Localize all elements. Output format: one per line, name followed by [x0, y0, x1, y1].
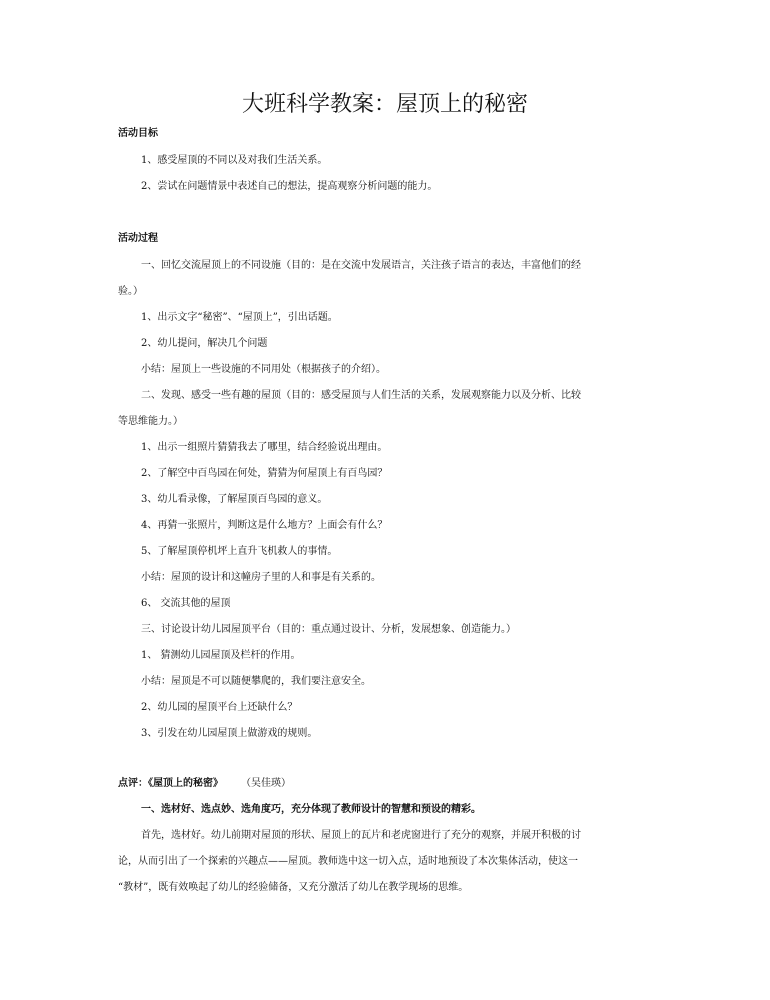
review-label: 点评：《屋顶上的秘密》 — [118, 778, 223, 789]
part3-step-1: 1、 猜测幼儿园屋顶及栏杆的作用。 — [141, 650, 301, 661]
review-author: （吴佳瑛） — [241, 778, 291, 789]
part2-step-4: 4、再猜一张照片，判断这是什么地方？上面会有什么？ — [141, 520, 388, 531]
goals-heading: 活动目标 — [118, 128, 158, 139]
part2-step-1: 1、出示一组照片猜猜我去了哪里，结合经验说出理由。 — [141, 442, 388, 453]
part1-step-2: 2、幼儿提问，解决几个问题 — [141, 338, 268, 349]
part2-step-3: 3、幼儿看录像，了解屋顶百鸟园的意义。 — [141, 494, 328, 505]
goal-item-2: 2、尝试在问题情景中表述自己的想法，提高观察分析问题的能力。 — [141, 181, 438, 192]
part1-heading-line1: 一、回忆交流屋顶上的不同设施（目的：是在交流中发展语言，关注孩子语言的表达，丰富他们的经 — [141, 260, 581, 271]
part2-heading-line2: 等思维能力。） — [118, 416, 183, 427]
part3-step-3: 3、引发在幼儿园屋顶上做游戏的规则。 — [141, 728, 318, 739]
part3-summary: 小结：屋顶是不可以随便攀爬的，我们要注意安全。 — [141, 676, 371, 687]
review-paragraph-line1: 首先，选材好。幼儿前期对屋顶的形状、屋顶上的瓦片和老虎窗进行了充分的观察，并展开积极的讨 — [141, 830, 581, 841]
process-heading: 活动过程 — [118, 233, 158, 244]
part2-step-6: 6、 交流其他的屋顶 — [141, 598, 231, 609]
part3-step-2: 2、幼儿园的屋顶平台上还缺什么？ — [141, 702, 298, 713]
review-paragraph-line3: “教材”，既有效唤起了幼儿的经验储备，又充分激活了幼儿在教学现场的思维。 — [118, 882, 469, 893]
review-heading — [118, 777, 658, 791]
review-paragraph-line2: 论，从而引出了一个探索的兴趣点——屋顶。教师选中这一切入点，适时地预设了本次集体活动，使这一 — [118, 856, 578, 867]
goal-item-1: 1、感受屋顶的不同以及对我们生活关系。 — [141, 155, 328, 166]
part1-step-1: 1、出示文字“秘密”、“屋顶上”，引出话题。 — [141, 312, 338, 323]
part1-summary: 小结：屋顶上一些设施的不同用处（根据孩子的介绍）。 — [141, 364, 386, 375]
part1-heading-line2: 验。） — [118, 286, 143, 297]
part2-heading-line1: 二、发现、感受一些有趣的屋顶（目的：感受屋顶与人们生活的关系，发展观察能力以及分析、比较 — [141, 390, 581, 401]
part2-step-2: 2、了解空中百鸟园在何处，猜猜为何屋顶上有百鸟园？ — [141, 468, 388, 479]
review-point-1: 一、选材好、选点妙、选角度巧，充分体现了教师设计的智慧和预设的精彩。 — [141, 804, 481, 815]
part2-summary: 小结：屋顶的设计和这幢房子里的人和事是有关系的。 — [141, 572, 381, 583]
document-title: 大班科学教案：屋顶上的秘密 — [241, 92, 528, 117]
part3-heading: 三、讨论设计幼儿园屋顶平台（目的：重点通过设计、分析，发展想象、创造能力。） — [141, 624, 516, 635]
part2-step-5: 5、了解屋顶停机坪上直升飞机救人的事情。 — [141, 546, 338, 557]
